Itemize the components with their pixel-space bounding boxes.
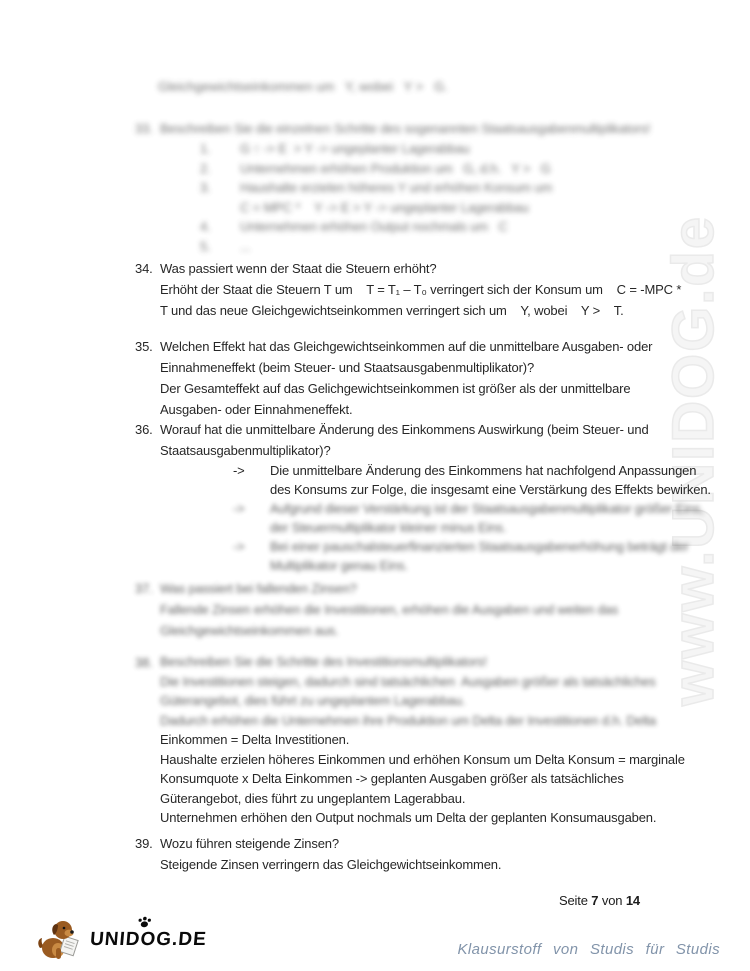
list-text: Haushalte erzielen höheres Y und erhöhen Konsum um xyxy=(240,180,553,195)
question-36-bullet xyxy=(160,461,711,499)
list-text: C = MPC * Y -> E > Y -> ungeplanter Lagerabbau xyxy=(240,199,529,215)
question-38 xyxy=(135,652,685,828)
question-34-answer: Erhöht der Staat die Steuern T um T = T₁ – T₀ verringert sich der Konsum um C = -MPC * xyxy=(160,282,682,297)
bullet-text: des Konsums zur Folge, die insgesamt eine Verstärkung des Effekts bewirken. xyxy=(270,482,711,497)
question-34-number: 34. xyxy=(135,261,153,276)
question-35-answer: Ausgaben- oder Einnahmeneffekt. xyxy=(160,402,353,417)
question-35 xyxy=(135,336,655,420)
question-37-answer: Fallende Zinsen erhöhen die Investitionen, erhöhen die Ausgaben und weiten das xyxy=(160,602,619,617)
question-33-title: Beschreiben Sie die einzelnen Schritte des sogenannten Staatsausgabenmultiplikators! xyxy=(160,121,651,136)
question-39 xyxy=(135,833,655,875)
question-33-item xyxy=(160,159,655,179)
question-37-answer: Gleichgewichtseinkommen aus. xyxy=(160,623,339,638)
question-38-answer: Konsumquote x Delta Einkommen -> geplanten Ausgaben größer als tatsächliches xyxy=(160,771,624,786)
bullet-text: Bei einer pauschalsteuerfinanzierten Staatsausgabenerhöhung beträgt der xyxy=(270,539,689,554)
question-34 xyxy=(135,258,682,321)
arrow-bullet: -> xyxy=(233,463,245,478)
question-33-item xyxy=(160,237,655,257)
question-37-number: 37. xyxy=(135,581,153,596)
list-text: G ↑ -> E > Y -> ungeplanter Lagerabbau xyxy=(240,141,470,156)
question-35-title: Welchen Effekt hat das Gleichgewichtseinkommen auf die unmittelbare Ausgaben- oder xyxy=(160,339,653,354)
unidog-logo xyxy=(36,918,207,960)
question-33 xyxy=(135,118,655,256)
list-text: Unternehmen erhöhen Output nochmals um C xyxy=(240,219,508,234)
list-number: 1. xyxy=(200,141,211,156)
bullet-text: Multiplikator genau Eins. xyxy=(270,558,408,573)
question-38-answer: Unternehmen erhöhen den Output nochmals um Delta der geplanten Konsumausgaben. xyxy=(160,810,657,825)
question-36 xyxy=(135,419,711,575)
question-38-title: Beschreiben Sie die Schritte des Investitionsmultiplikators! xyxy=(160,654,487,669)
question-35-answer: Der Gesamteffekt auf das Gelichgewichtseinkommen ist größer als der unmittelbare xyxy=(160,381,631,396)
question-35-title: Einnahmeneffekt (beim Steuer- und Staatsausgabenmultiplikator)? xyxy=(160,360,535,375)
question-35-number: 35. xyxy=(135,339,153,354)
question-36-number: 36. xyxy=(135,422,153,437)
bullet-text: Die unmittelbare Änderung des Einkommens hat nachfolgend Anpassungen xyxy=(270,463,697,478)
question-36-title: Staatsausgabenmultiplikator)? xyxy=(160,443,331,458)
carryover-line: Gleichgewichtseinkommen um Y, wobei Y > G. xyxy=(158,79,448,94)
question-38-answer: Güterangebot, dies führt zu ungeplantem Lagerabbau. xyxy=(160,790,466,806)
question-37-title: Was passiert bei fallenden Zinsen? xyxy=(160,581,357,596)
page-of-label: von xyxy=(598,893,626,908)
question-36-title: Worauf hat die unmittelbare Änderung des Einkommens Auswirkung (beim Steuer- und xyxy=(160,422,649,437)
list-text: Unternehmen erhöhen Produktion um G, d.h. Y > G xyxy=(240,160,551,176)
question-33-item xyxy=(160,217,655,237)
question-36-bullet xyxy=(160,537,689,575)
question-33-number: 33. xyxy=(135,121,153,136)
page-current: 7 xyxy=(591,893,599,908)
question-34-title: Was passiert wenn der Staat die Steuern erhöht? xyxy=(160,261,437,276)
page-label: Seite xyxy=(558,893,592,908)
question-33-item xyxy=(160,139,655,159)
question-38-answer: Die Investitionen steigen, dadurch sind tatsächlichen Ausgaben größer als tatsächliches xyxy=(160,673,656,689)
tagline: Klausurstoff von Studis für Studis xyxy=(457,941,720,958)
question-38-answer: Güterangebot, dies führt zu ungeplantem Lagerabbau. xyxy=(160,693,466,708)
page-number xyxy=(559,893,640,908)
list-number: 2. xyxy=(200,160,211,176)
bullet-text: der Steuermultiplikator kleiner minus Eins. xyxy=(270,520,507,535)
list-text: ... xyxy=(240,238,251,254)
arrow-bullet: -> xyxy=(233,501,245,516)
question-38-answer: Dadurch erhöhen die Unternehmen ihre Produktion um Delta der Investitionen d.h. Delta xyxy=(160,712,656,728)
watermark-text: www.UNIDOG.de xyxy=(661,214,726,706)
question-39-title: Wozu führen steigende Zinsen? xyxy=(160,836,339,851)
question-37 xyxy=(135,578,655,641)
arrow-bullet: -> xyxy=(233,539,245,554)
paw-print-icon xyxy=(137,916,152,928)
question-34-answer: T und das neue Gleichgewichtseinkommen verringert sich um Y, wobei Y > T. xyxy=(160,303,624,318)
question-36-bullet xyxy=(160,499,704,537)
question-33-item xyxy=(160,198,655,218)
question-39-answer: Steigende Zinsen verringern das Gleichgewichtseinkommen. xyxy=(160,857,502,872)
question-38-answer: Haushalte erzielen höheres Einkommen und erhöhen Konsum um Delta Konsum = marginale xyxy=(160,751,685,767)
dog-mascot-icon xyxy=(36,918,86,960)
question-38-number: 38. xyxy=(135,655,153,670)
list-number: 4. xyxy=(200,219,211,234)
page-total: 14 xyxy=(625,893,640,908)
question-33-item xyxy=(160,178,655,198)
question-38-answer: Einkommen = Delta Investitionen. xyxy=(160,732,350,747)
list-number: 5. xyxy=(200,238,211,254)
unidog-logo-text: UNIDOG.DE xyxy=(88,920,208,960)
question-39-number: 39. xyxy=(135,836,153,851)
bullet-text: Aufgrund dieser Verstärkung ist der Staatsausgabenmultiplikator größer Eins, xyxy=(270,501,704,516)
list-number: 3. xyxy=(200,180,211,195)
